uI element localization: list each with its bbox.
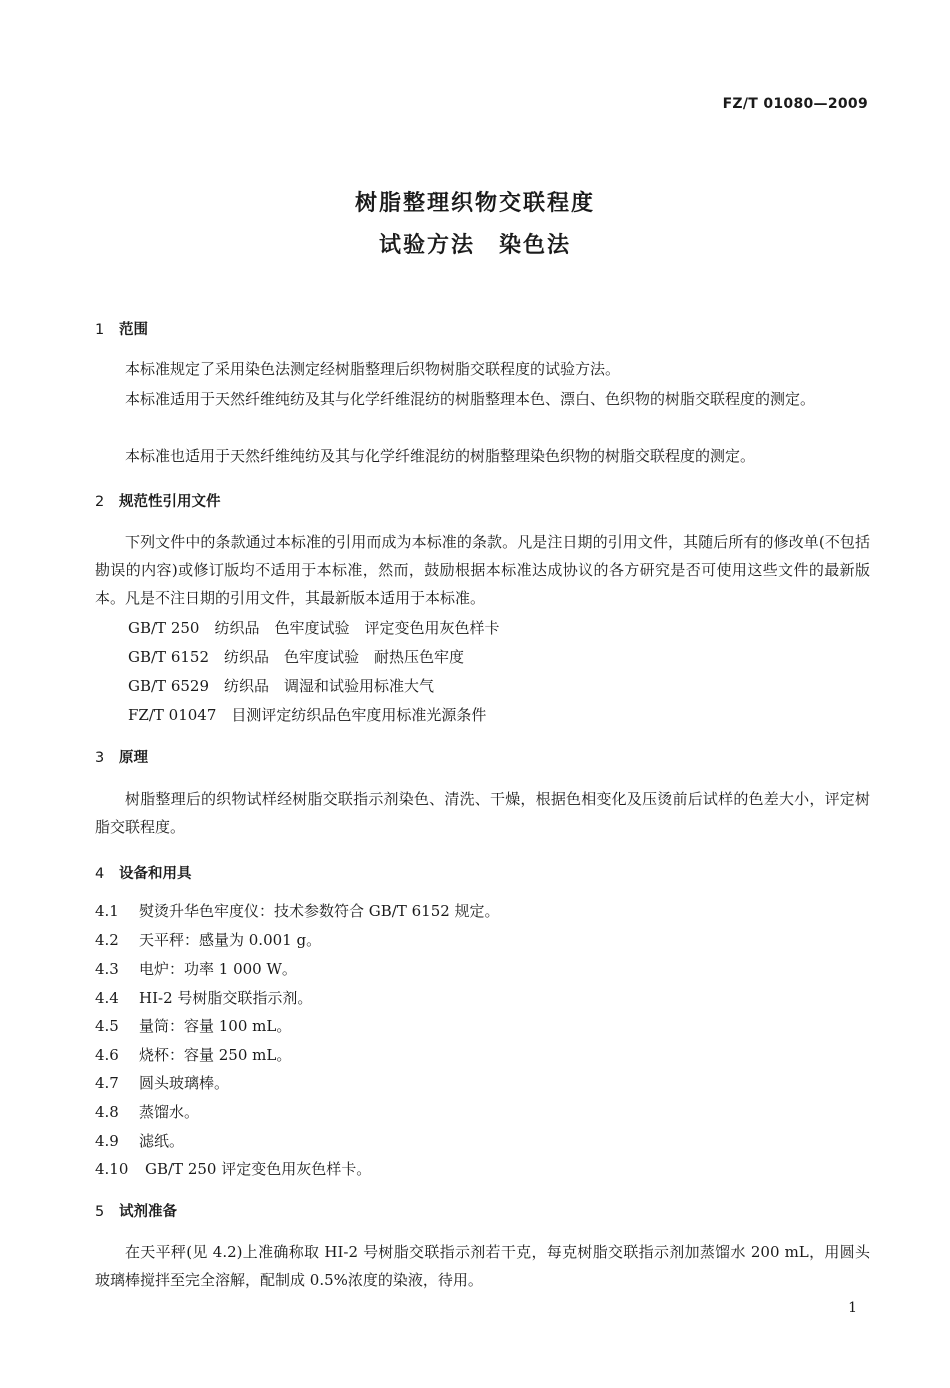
section-number: 5 [95,1204,105,1220]
section-4-heading [95,862,192,883]
reference-item: GB/T 250 纺织品 色牢度试验 评定变色用灰色样卡 [128,619,500,637]
document-title-line1: 树脂整理织物交联程度 [354,191,595,216]
section-title: 试剂准备 [119,1204,177,1220]
section-title: 范围 [119,322,148,338]
equipment-item: 4.8 蒸馏水。 [95,1103,200,1121]
equipment-item: 4.1 熨烫升华色牢度仪：技术参数符合 GB/T 6152 规定。 [95,902,500,920]
section-number: 1 [95,322,105,338]
section-title: 原理 [119,750,148,766]
equipment-item: 4.5 量筒：容量 100 mL。 [95,1017,292,1035]
equipment-item: 4.3 电炉：功率 1 000 W。 [95,960,297,978]
equipment-item: 4.10 GB/T 250 评定变色用灰色样卡。 [95,1160,372,1178]
section-3-heading [95,746,148,767]
reference-item: FZ/T 01047 目测评定纺织品色牢度用标准光源条件 [128,706,487,724]
equipment-item: 4.2 天平秤：感量为 0.001 g。 [95,931,322,949]
section-title: 设备和用具 [119,866,192,882]
section-5-heading [95,1200,177,1221]
section-1-paragraph-1: 本标准规定了采用染色法测定经树脂整理后织物树脂交联程度的试验方法。 [125,360,621,378]
equipment-item: 4.6 烧杯：容量 250 mL。 [95,1046,292,1064]
standard-code: FZ/T 01080—2009 [722,96,868,112]
section-2-heading [95,490,221,511]
section-3-paragraph-1: 树脂整理后的织物试样经树脂交联指示剂染色、清洗、干燥，根据色相变化及压烫前后试样的色差大小，评定树脂交联程度。 [95,790,870,836]
reference-item: GB/T 6152 纺织品 色牢度试验 耐热压色牢度 [128,648,465,666]
reference-item: GB/T 6529 纺织品 调湿和试验用标准大气 [128,677,435,695]
section-1-heading [95,318,148,339]
page-number: 1 [848,1300,857,1316]
section-1-paragraph-2: 本标准适用于天然纤维纯纺及其与化学纤维混纺的树脂整理本色、漂白、色织物的树脂交联程度的测定。 [125,390,816,408]
equipment-item: 4.9 滤纸。 [95,1132,185,1150]
section-2-paragraph-1: 下列文件中的条款通过本标准的引用而成为本标准的条款。凡是注日期的引用文件，其随后所有的修改单(不包括勘误的内容)或修订版均不适用于本标准，然而，鼓励根据本标准达成协议的各方研究是否可使用这些文件的最新版本。凡是不注日期的引用文件，其最新版本适用于本标准。 [95,533,870,607]
section-number: 4 [95,866,105,882]
equipment-item: 4.7 圆头玻璃棒。 [95,1074,230,1092]
section-1-paragraph-3: 本标准也适用于天然纤维纯纺及其与化学纤维混纺的树脂整理染色织物的树脂交联程度的测定。 [125,447,756,465]
section-title: 规范性引用文件 [119,494,221,510]
equipment-item: 4.4 HI-2 号树脂交联指示剂。 [95,989,313,1007]
section-number: 2 [95,494,105,510]
section-5-paragraph-1: 在天平秤(见 4.2)上准确称取 HI-2 号树脂交联指示剂若干克，每克树脂交联指示剂加蒸馏水 200 mL，用圆头玻璃棒搅拌至完全溶解，配制成 0.5%浓度的染液，待用。 [95,1243,870,1289]
section-number: 3 [95,750,105,766]
document-title-line2: 试验方法 染色法 [378,233,571,258]
